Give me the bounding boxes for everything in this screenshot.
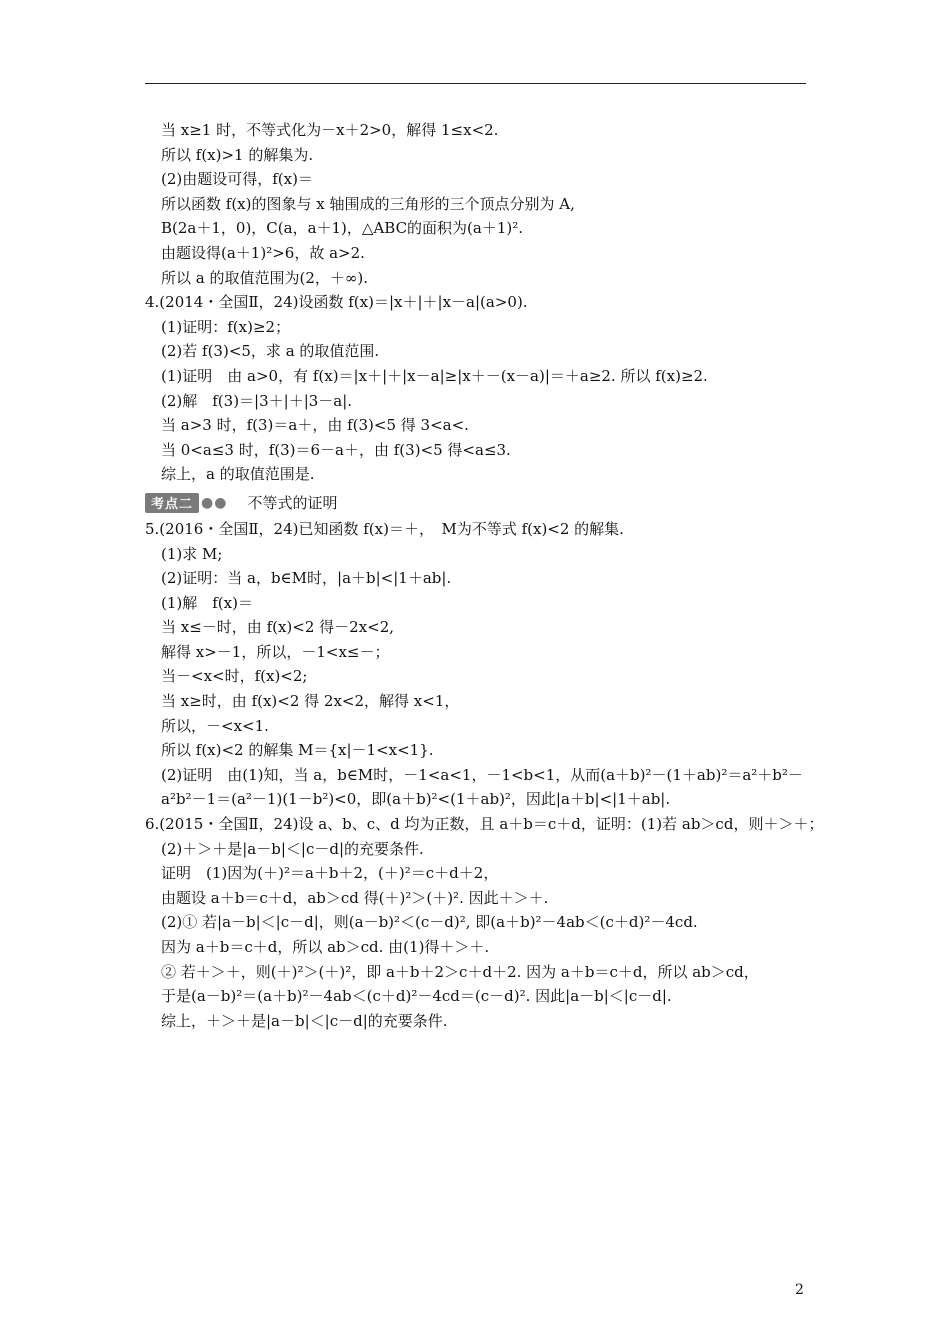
- text-line: 当 a>3 时，f(3)＝a＋，由 f(3)<5 得 3<a<.: [161, 416, 469, 435]
- text-line: (2)① 若|a－b|＜|c－d|，则(a－b)²＜(c－d)², 即(a＋b)²－4ab＜(c＋d)²－4cd.: [161, 913, 698, 932]
- text-line: (2)若 f(3)<5，求 a 的取值范围.: [161, 342, 380, 361]
- text-line: (1)证明：f(x)≥2；: [161, 317, 291, 336]
- header-rule: [145, 83, 806, 84]
- text-line: 综上，＋＞＋是|a－b|＜|c－d|的充要条件.: [161, 1011, 448, 1030]
- text-block-top: [145, 118, 825, 487]
- text-block-bottom: [145, 517, 825, 1033]
- text-line: 4.(2014・全国Ⅱ，24)设函数 f(x)＝|x＋|＋|x－a|(a>0).: [145, 293, 528, 312]
- text-line: B(2a＋1，0)，C(a，a＋1)，△ABC的面积为(a＋1)².: [161, 219, 524, 238]
- text-line: 由题设 a＋b＝c＋d，ab＞cd 得(＋)²＞(＋)². 因此＋＞＋.: [161, 888, 549, 907]
- text-line: 所以 f(x)>1 的解集为.: [161, 145, 314, 164]
- text-line: (2)证明 由(1)知，当 a，b∈M时，－1<a<1，－1<b<1，从而(a＋b)²－(1＋ab)²＝a²＋b²－: [161, 765, 803, 784]
- text-line: a²b²－1＝(a²－1)(1－b²)<0，即(a＋b)²<(1＋ab)²，因此|a＋b|<|1＋ab|.: [161, 790, 671, 809]
- text-line: 所以，－<x<1.: [161, 716, 269, 735]
- text-line: 5.(2016・全国Ⅱ，24)已知函数 f(x)＝＋， M为不等式 f(x)<2 的解集.: [145, 519, 624, 538]
- text-line: 当 x≤－时，由 f(x)<2 得－2x<2,: [161, 618, 395, 637]
- text-line: 当 x≥1 时，不等式化为－x＋2>0，解得 1≤x<2.: [161, 121, 499, 139]
- section-badge: 考点二: [145, 493, 199, 513]
- text-line: (2)由题设可得，f(x)＝: [161, 170, 313, 189]
- text-line: 所以 a 的取值范围为(2，＋∞).: [161, 268, 368, 287]
- text-line: 因为 a＋b＝c＋d，所以 ab＞cd. 由(1)得＋＞＋.: [161, 938, 490, 956]
- section-heading: [145, 489, 825, 517]
- text-line: 由题设得(a＋1)²>6，故 a>2.: [161, 243, 365, 262]
- text-line: (2)解 f(3)＝|3＋|＋|3－a|.: [161, 391, 353, 410]
- text-line: (1)解 f(x)＝: [161, 593, 253, 612]
- text-line: (1)求 M;: [161, 544, 223, 563]
- text-line: 当－<x<时，f(x)<2;: [161, 667, 308, 686]
- section-title: 不等式的证明: [247, 494, 338, 513]
- text-line: 所以 f(x)<2 的解集 M＝{x|－1<x<1}.: [161, 741, 434, 760]
- text-line: 所以函数 f(x)的图象与 x 轴围成的三角形的三个顶点分别为 A,: [161, 194, 575, 213]
- text-line: 于是(a－b)²＝(a＋b)²－4ab＜(c＋d)²－4cd＝(c－d)². 因此|a－b|＜|c－d|.: [161, 987, 672, 1006]
- text-line: ② 若＋＞＋，则(＋)²＞(＋)²，即 a＋b＋2＞c＋d＋2. 因为 a＋b＝c＋d，所以 ab＞cd，: [161, 962, 759, 981]
- text-line: 综上，a 的取值范围是.: [161, 465, 315, 484]
- text-line: 6.(2015・全国Ⅱ，24)设 a、b、c、d 均为正数，且 a＋b＝c＋d，证明：(1)若 ab＞cd，则＋＞＋；: [145, 815, 824, 834]
- text-line: 解得 x>－1，所以，－1<x≤－；: [161, 642, 390, 661]
- text-line: (1)证明 由 a>0，有 f(x)＝|x＋|＋|x－a|≥|x＋－(x－a)|＝＋a≥2. 所以 f(x)≥2.: [161, 366, 708, 385]
- text-line: (2)＋＞＋是|a－b|＜|c－d|的充要条件.: [161, 839, 424, 858]
- text-line: 当 x≥时，由 f(x)<2 得 2x<2，解得 x<1，: [161, 692, 460, 711]
- text-line: 当 0<a≤3 时，f(3)＝6－a＋，由 f(3)<5 得<a≤3.: [161, 440, 511, 459]
- section-badge-dots: ●●: [201, 494, 228, 511]
- page-number: 2: [795, 1282, 804, 1298]
- text-line: 证明 (1)因为(＋)²＝a＋b＋2，(＋)²＝c＋d＋2，: [161, 864, 499, 883]
- text-line: (2)证明：当 a，b∈M时，|a＋b|<|1＋ab|.: [161, 569, 452, 588]
- page-content: [145, 118, 825, 1033]
